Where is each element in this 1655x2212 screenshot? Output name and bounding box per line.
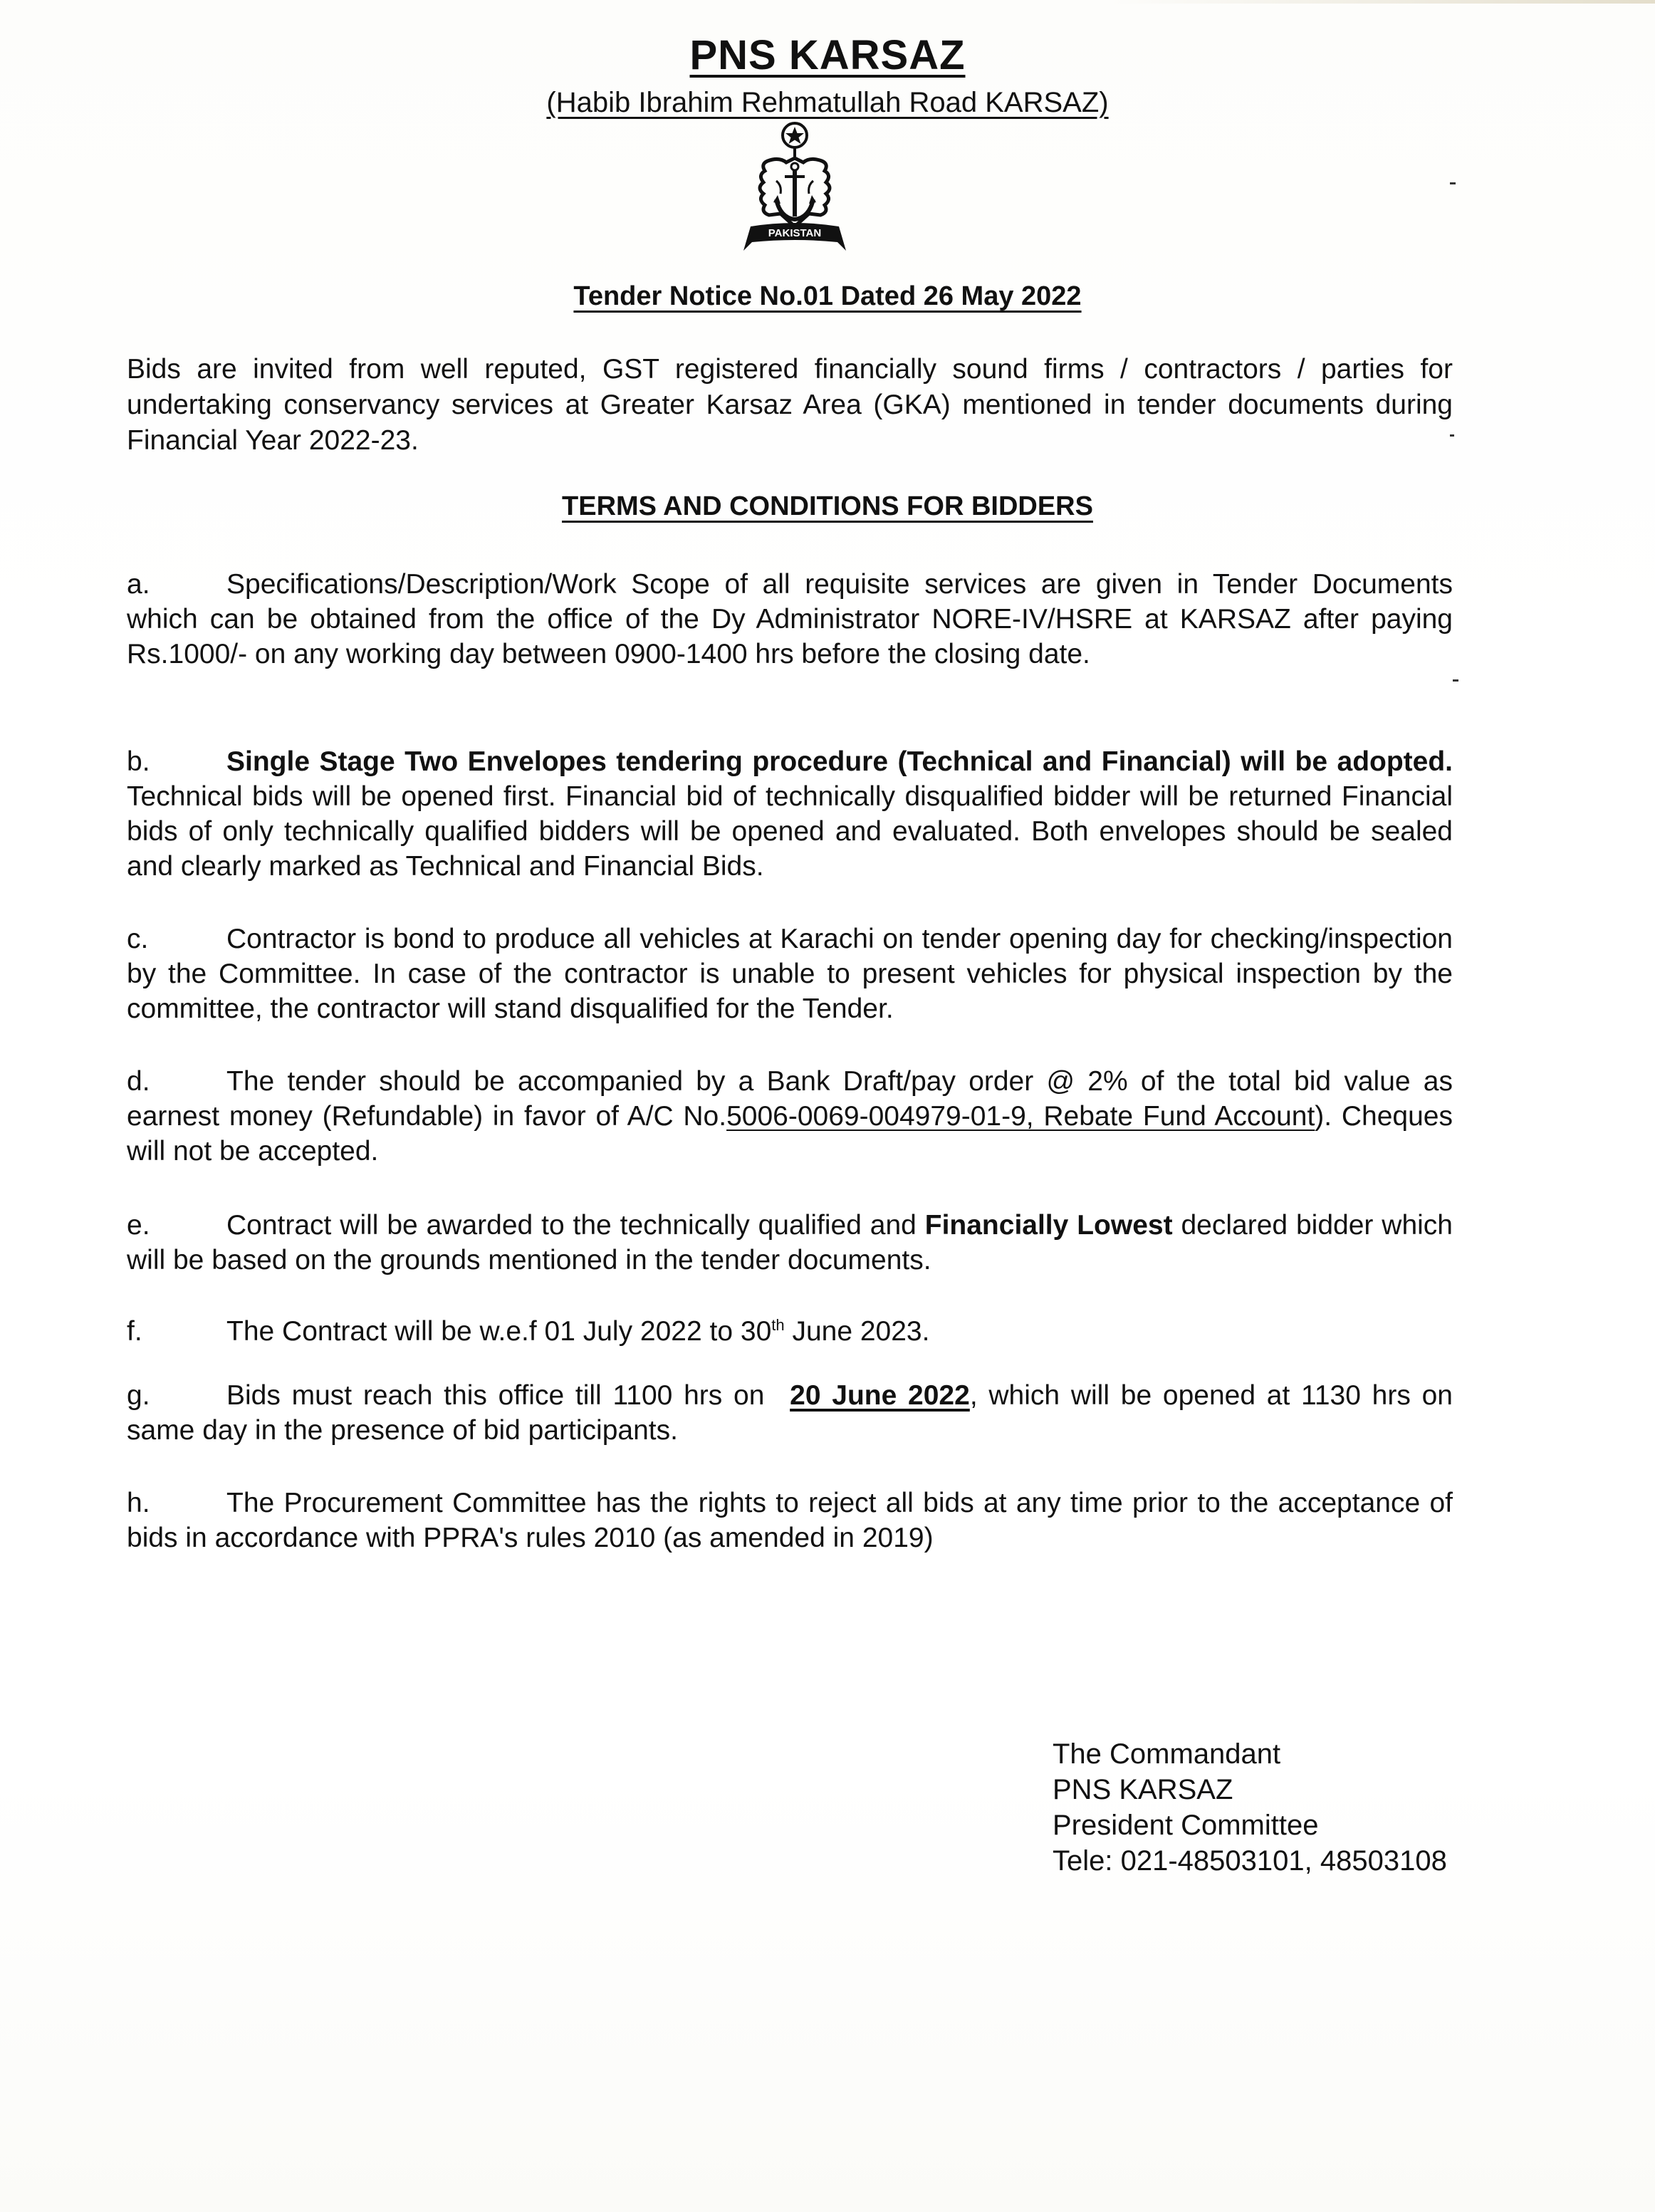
term-text-after: , which will be opened at 1130 hrs on same day in the presence of bid participants. xyxy=(127,1380,1453,1446)
scan-mark xyxy=(1450,434,1454,437)
signatory-unit: PNS KARSAZ xyxy=(1053,1774,1233,1805)
term-label: a. xyxy=(127,569,150,600)
terms-heading-text: TERMS AND CONDITIONS FOR BIDDERS xyxy=(562,491,1093,521)
term-text: Technical bids will be opened first. Financial bid of technically disqualified bidder will be returned Financial bids of only technically qualified bidders will be opened and evaluated. Both envelopes should be sealed and clearly marked as Technical and Financial Bids. xyxy=(127,781,1453,882)
deadline-date: 20 June 2022 xyxy=(790,1380,970,1411)
signatory-title: The Commandant xyxy=(1053,1738,1281,1770)
term-label: e. xyxy=(127,1210,150,1241)
scan-edge xyxy=(1111,0,1655,4)
term-a xyxy=(127,567,1453,672)
term-h xyxy=(127,1486,1453,1555)
term-text: Contractor is bond to produce all vehicles at Karachi on tender opening day for checking/inspection by the Committee. In case of the contractor is unable to present vehicles for physical inspection by the committee, the contractor will stand disqualified for the Tender. xyxy=(127,924,1453,1024)
ordinal-suffix: th xyxy=(771,1316,785,1334)
term-label: h. xyxy=(127,1488,150,1518)
term-label: f. xyxy=(127,1316,142,1347)
pakistan-navy-crest-icon xyxy=(724,120,866,262)
term-text: The tender should be accompanied by a Bank Draft/pay order @ 2% of the total bid value as earnest money (Refundable) in favor of A/C No. xyxy=(127,1066,1453,1132)
notice-title xyxy=(0,281,1655,312)
term-text-after: ). Cheques will not be accepted. xyxy=(127,1101,1453,1167)
term-c xyxy=(127,922,1453,1026)
term-b xyxy=(127,744,1453,884)
address-line xyxy=(0,87,1655,119)
term-bold-text: Financially Lowest xyxy=(924,1210,1173,1241)
signatory-phone: Tele: 021-48503101, 48503108 xyxy=(1053,1845,1447,1877)
address-text: (Habib Ibrahim Rehmatullah Road KARSAZ) xyxy=(546,87,1109,118)
title-text: PNS KARSAZ xyxy=(689,32,966,78)
term-text: The Contract will be w.e.f 01 July 2022 to 30 xyxy=(226,1316,772,1347)
signature-block xyxy=(1053,1736,1447,1879)
term-text: Contract will be awarded to the technically qualified and xyxy=(226,1210,925,1241)
term-text: Bids must reach this office till 1100 hrs on xyxy=(226,1380,776,1411)
account-number: 5006-0069-004979-01-9, Rebate Fund Account xyxy=(726,1101,1315,1132)
page-title xyxy=(0,31,1655,79)
term-label: b. xyxy=(127,746,150,777)
signatory-role: President Committee xyxy=(1053,1810,1319,1841)
scan-mark xyxy=(1450,182,1456,184)
term-label: g. xyxy=(127,1380,150,1411)
term-label: d. xyxy=(127,1066,150,1097)
term-e xyxy=(127,1208,1453,1278)
term-g xyxy=(127,1378,1453,1448)
term-text-after: declared bidder which will be based on the grounds mentioned in the tender documents. xyxy=(127,1210,1453,1275)
notice-title-text: Tender Notice No.01 Dated 26 May 2022 xyxy=(573,281,1082,311)
term-d xyxy=(127,1064,1453,1169)
term-text: The Procurement Committee has the rights to reject all bids at any time prior to the acceptance of bids in accordance with PPRA's rules 2010 (as amended in 2019) xyxy=(127,1488,1453,1553)
term-bold-text: Single Stage Two Envelopes tendering procedure (Technical and Financial) will be adopted. xyxy=(226,746,1453,777)
term-text: Specifications/Description/Work Scope of all requisite services are given in Tender Documents which can be obtained from the office of the Dy Administrator NORE-IV/HSRE at KARSAZ after paying Rs.1000/- on any working day between 0900-1400 hrs before the closing date. xyxy=(127,569,1453,669)
term-label: c. xyxy=(127,924,149,954)
term-f xyxy=(127,1308,1453,1349)
term-text-after: June 2023. xyxy=(784,1316,930,1347)
scan-mark xyxy=(1453,679,1458,682)
emblem-banner-text: PAKISTAN xyxy=(768,227,822,239)
intro-paragraph: Bids are invited from well reputed, GST registered financially sound firms / contractors / parties for undertaking conservancy services at Greater Karsaz Area (GKA) mentioned in tender documents during Financial Year 2022-23. xyxy=(127,354,1453,456)
terms-heading xyxy=(0,491,1655,522)
